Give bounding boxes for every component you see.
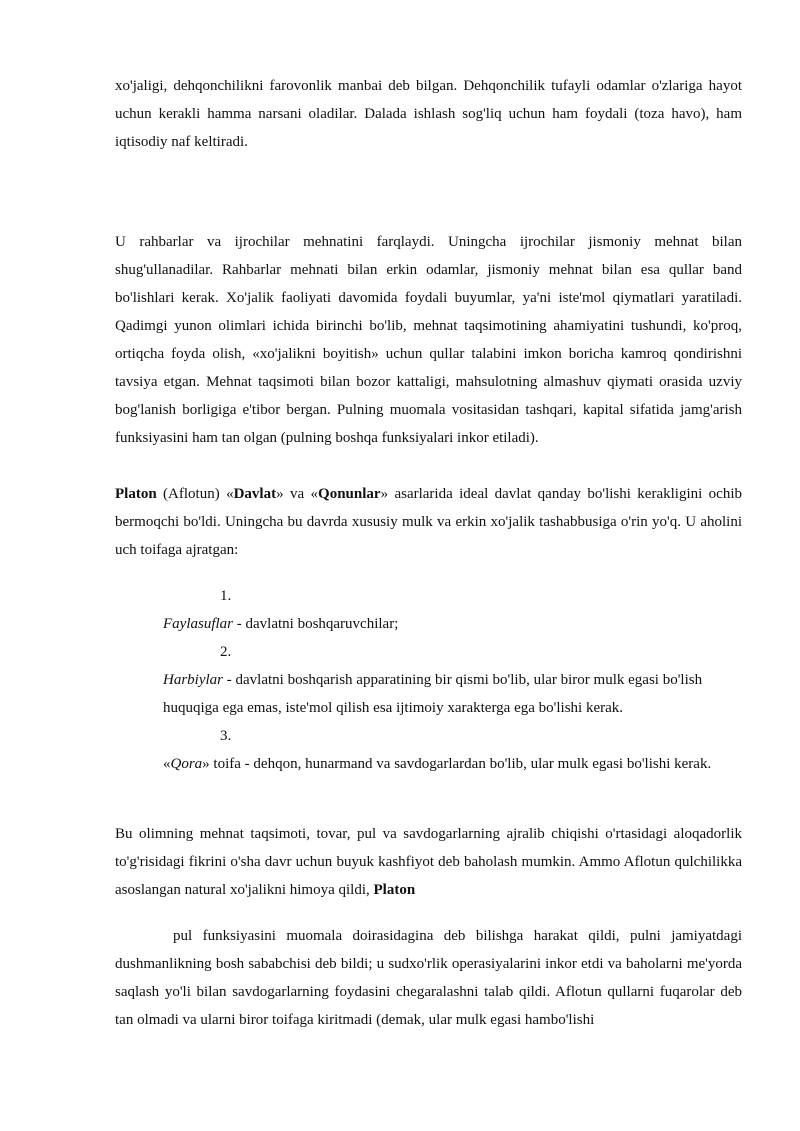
list-item	[163, 722, 742, 778]
list-item-term: Qora	[170, 756, 203, 772]
platon-name: Platon	[115, 486, 157, 502]
list-item-text: Faylasuflar - davlatni boshqaruvchilar;	[163, 616, 399, 632]
spacer	[115, 904, 742, 922]
paragraph-money-function: pul funksiyasini muomala doirasidagina deb bilishga harakat qildi, pulni jamiyatdagi dushmanlikning bosh sababchisi deb bildi; u sudxo'rlik operasiyalarini inkor etdi va baholarni me'yorda saqlash yo'li bilan savdogarlarning foydasini chegaralashni talab qildi. Aflotun qullarni fuqarolar deb tan olmadi va ularni biror toifaga kiritmadi (demak, ular mulk egasi hambo'lishi	[115, 928, 742, 1028]
paragraph-labor-division: U rahbarlar va ijrochilar mehnatini farqlaydi. Uningcha ijrochilar jismoniy mehnat bilan shug'ullanadilar. Rahbarlar mehnati bilan erkin odamlar, jismoniy mehnat bilan esa qullar band bo'lishlari kerak. Xo'jalik faoliyati davomida foydali buyumlar, ya'ni iste'mol qiymatlari yaratiladi. Qadimgi yunon olimlari ichida birinchi bo'lib, mehnat taqsimotining ahamiyatini tushundi, ko'proq, ortiqcha foyda olish, «xo'jalikni boyitish» uchun qullar talabini imkon boricha kamroq qondirishni tavsiya etgan. Mehnat taqsimoti bilan bozor kattaligi, mahsulotning almashuv qiymati orasida uzviy bog'lanish borligiga e'tibor bergan. Pulning muomala vositasidan tashqari, kapital sifatida jamg'arish funksiyasini ham tan olgan (pulning boshqa funksiyalari inkor etiladi).	[115, 234, 742, 446]
paragraph-agriculture: xo'jaligi, dehqonchilikni farovonlik manbai deb bilgan. Dehqonchilik tufayli odamlar o'zlariga hayot uchun kerakli hamma narsani oladilar. Dalada ishlash sog'liq uchun ham foydali (toza havo), ham iqtisodiy naf keltiradi.	[115, 78, 742, 150]
caste-list	[163, 582, 742, 778]
paragraph-platon-intro: Platon (Aflotun) «Davlat» va «Qonunlar» asarlarida ideal davlat qanday bo'lishi kerakligini ochib bermoqchi bo'ldi. Uningcha bu davrda xususiy mulk va erkin xo'jalik tashabbusiga o'rin yo'q. U aholini uch toifaga ajratgan:	[115, 486, 742, 558]
list-item-number: 2.	[220, 644, 232, 660]
list-item-number: 1.	[220, 588, 232, 604]
document-page	[115, 72, 742, 1034]
list-item-term: Harbiylar	[163, 672, 223, 688]
list-item-number: 3.	[220, 728, 232, 744]
list-item	[163, 638, 742, 722]
spacer	[115, 156, 742, 228]
list-item-term: Faylasuflar	[163, 616, 233, 632]
paragraph-assessment: Bu olimning mehnat taqsimoti, tovar, pul va savdogarlarning ajralib chiqishi o'rtasidagi aloqadorlik to'g'risidagi fikrini o'sha davr uchun buyuk kashfiyot deb baholash mumkin. Ammo Aflotun qulchilikka asoslangan natural xo'jalikni himoya qildi, Platon	[115, 826, 742, 898]
platon-name: Platon	[373, 882, 416, 898]
work-title-qonunlar: Qonunlar	[318, 486, 381, 502]
spacer	[115, 778, 742, 820]
spacer	[115, 452, 742, 480]
list-item-text: Harbiylar - davlatni boshqarish apparatining bir qismi bo'lib, ular biror mulk egasi bo'lish huquqiga ega emas, iste'mol qilish esa ijtimoiy xarakterga ega bo'lishi kerak.	[163, 672, 703, 716]
work-title-davlat: Davlat	[233, 486, 277, 502]
list-item	[163, 582, 742, 638]
list-item-text: «Qora» toifa - dehqon, hunarmand va savdogarlardan bo'lib, ular mulk egasi bo'lishi kerak.	[163, 756, 712, 772]
